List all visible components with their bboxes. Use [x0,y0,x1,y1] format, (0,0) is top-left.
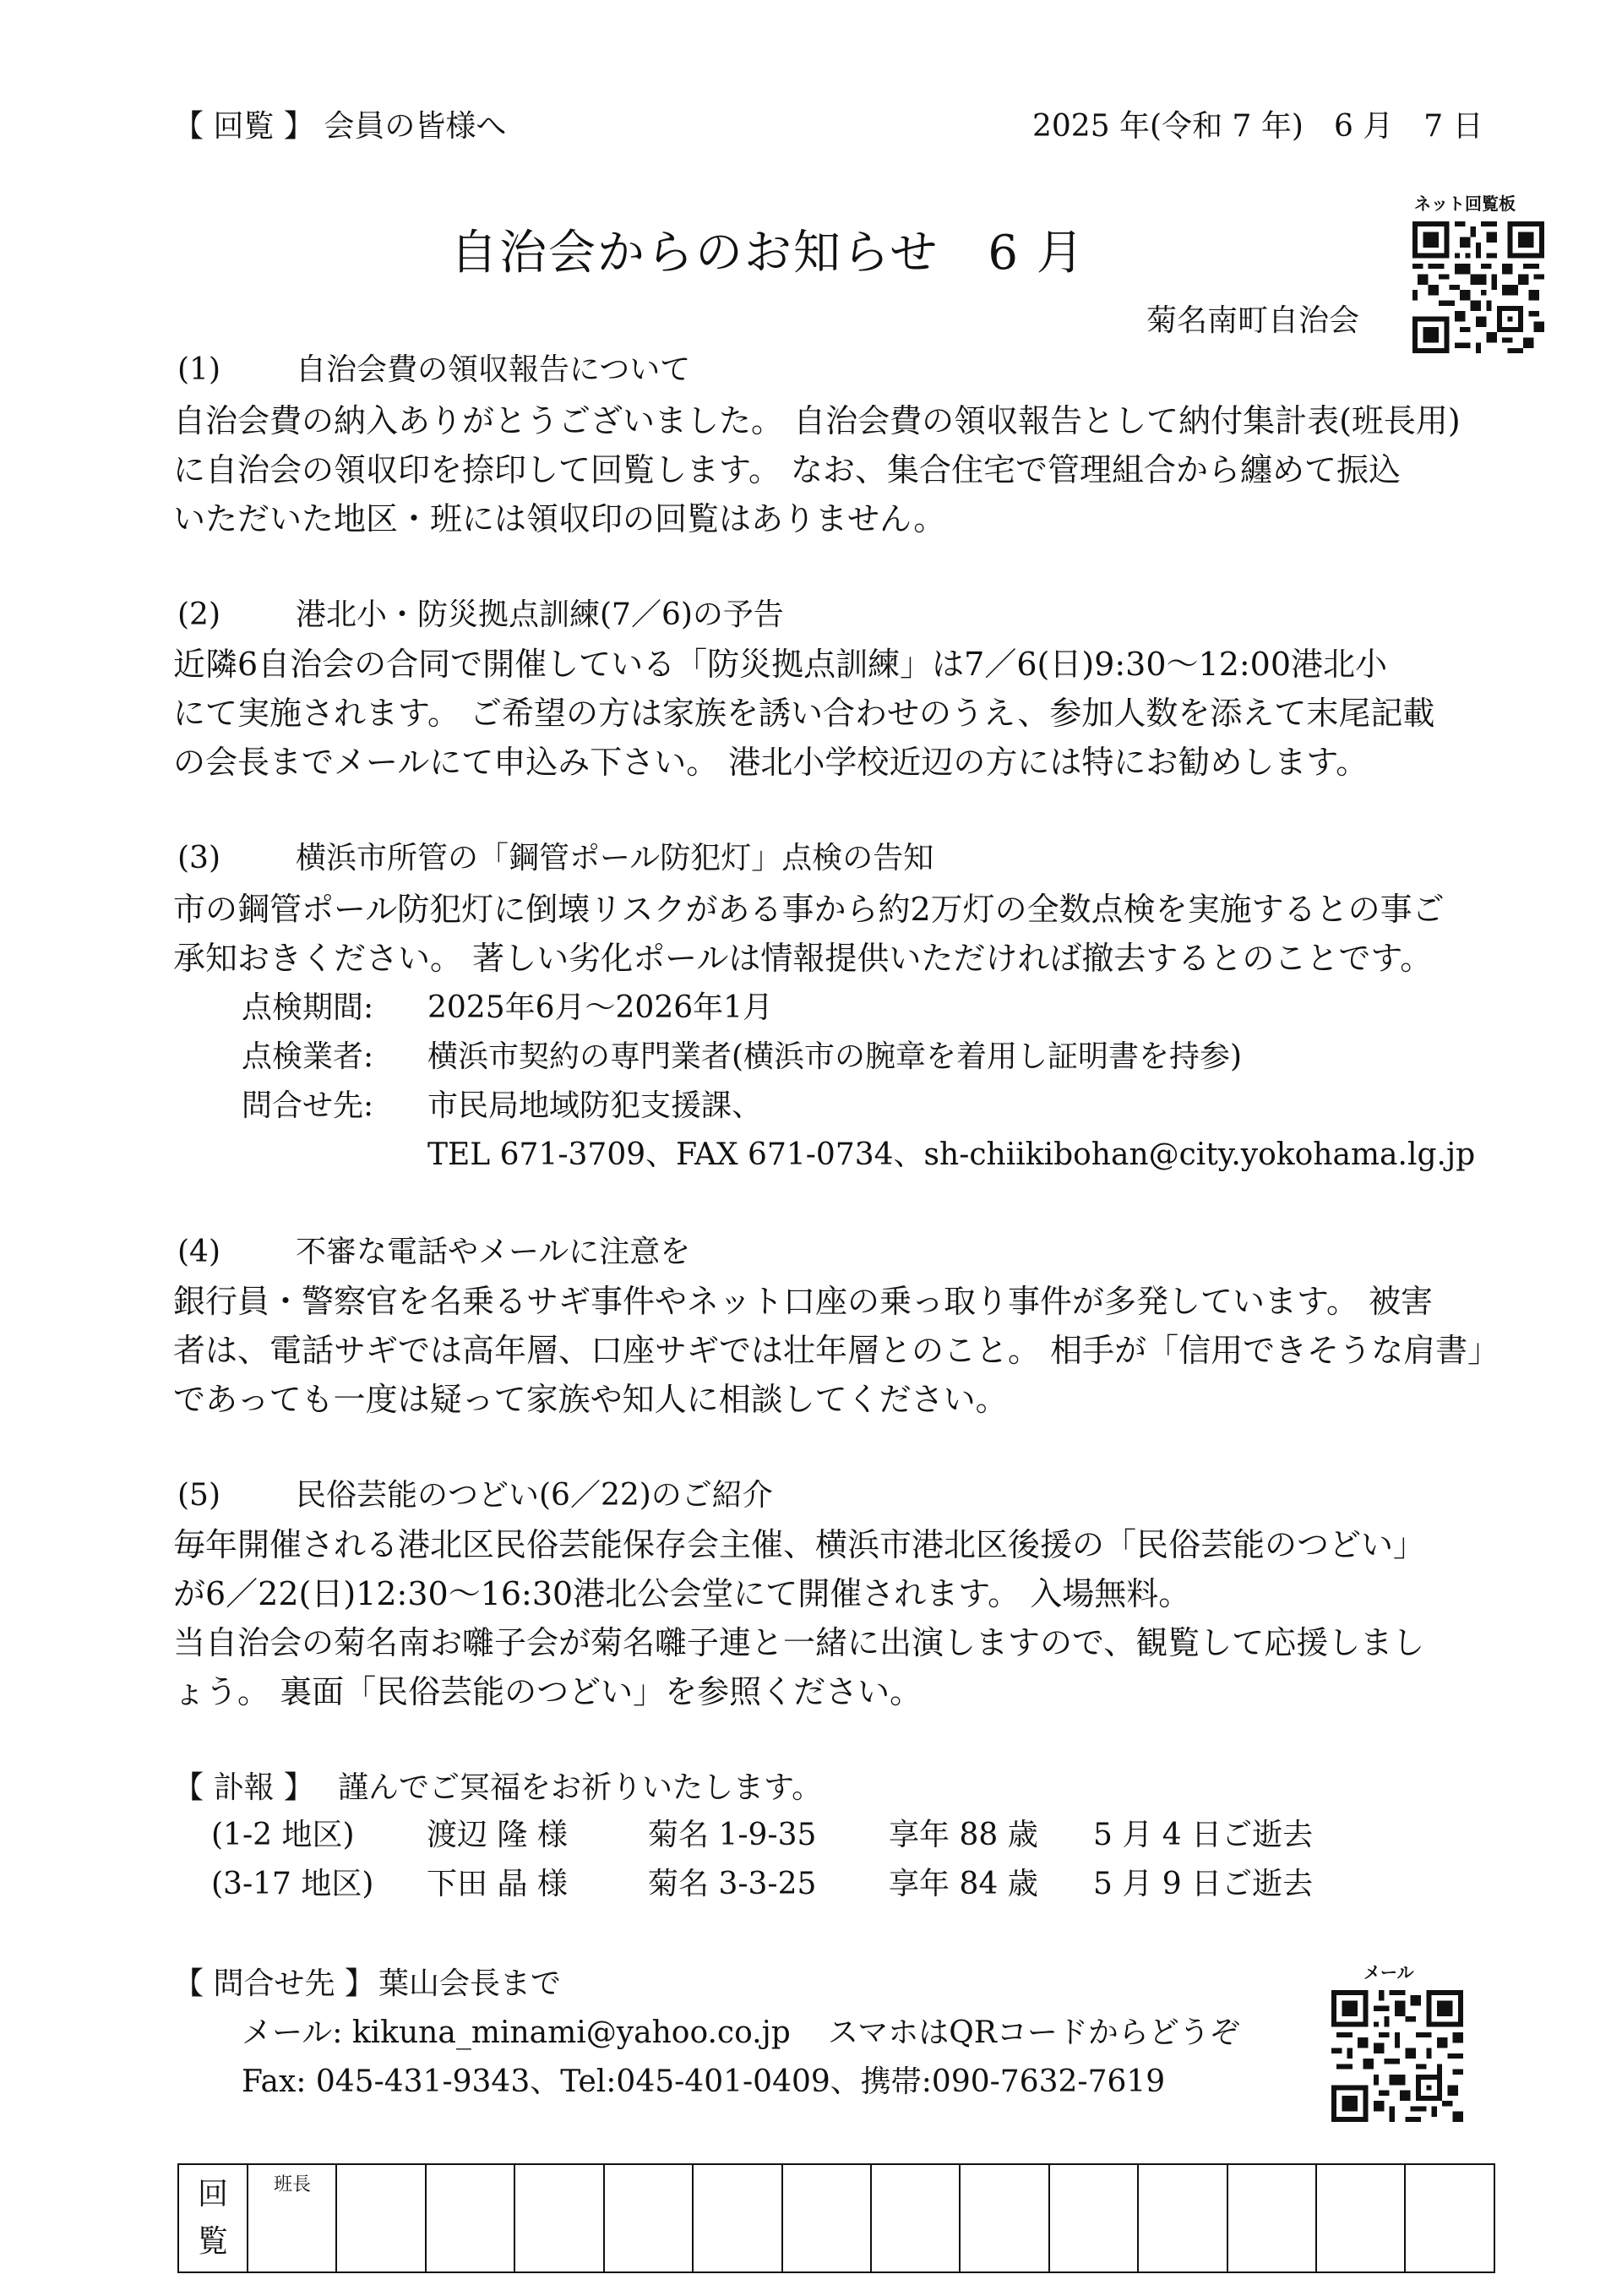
qr-bottom-caption: メール [1363,1962,1414,1982]
obituary-address: 菊名 3-3-25 [648,1867,817,1901]
section-heading [177,597,784,632]
detail-value: 横浜市契約の専門業者(横浜市の腕章を着用し証明書を持参) [427,1039,1243,1074]
page-title: 自治会からのお知らせ 6 月 [450,226,1086,281]
section-title: 横浜市所管の「鋼管ポール防犯灯」点検の告知 [296,841,934,875]
contact-person: 葉山会長まで [378,1966,562,2001]
circulation-table [177,2163,1495,2273]
circulation-box[interactable] [782,2164,871,2272]
section-line: 自治会費の納入ありがとうございました。 自治会費の領収報告として納付集計表(班長用) [173,402,1461,439]
section-line: に自治会の領収印を捺印して回覧します。 なお、集合住宅で管理組合から纏めて振込 [173,451,1402,488]
circulation-box[interactable] [1138,2164,1227,2272]
inspection-contractor-row [242,1039,1243,1074]
circulation-box[interactable] [1049,2164,1138,2272]
inspection-period-row [242,990,774,1025]
section-line: 者は、電話サギでは高年層、口座サギでは壮年層とのこと。 相手が「信用できそうな肩書」 [173,1332,1500,1369]
section-line: 毎年開催される港北区民俗芸能保存会主催、横浜市港北区後援の「民俗芸能のつどい」 [173,1526,1426,1563]
inquiry-contact-row [242,1137,1476,1172]
contact-phone: Fax: 045-431-9343、Tel:045-401-0409、携帯:090-7632-7619 [242,2064,1166,2099]
circulation-box[interactable] [1405,2164,1494,2272]
obituary-age: 享年 84 歳 [889,1867,1038,1901]
section-number: (1) [177,352,220,387]
obituary-name: 下田 晶 様 [427,1867,568,1901]
section-number: (2) [177,597,220,632]
contact-label: 【 問合せ先 】 [173,1966,375,2001]
section-line: であっても一度は疑って家族や知人に相談してください。 [173,1381,1008,1418]
section-line: 市の鋼管ポール防犯灯に倒壊リスクがある事から約2万灯の全数点検を実施するとの事ご [173,891,1445,928]
circulation-box[interactable] [1227,2164,1316,2272]
contact-email[interactable]: メール: kikuna_minami@yahoo.co.jp [242,2015,791,2050]
han-leader-cell[interactable]: 班長 [248,2164,336,2272]
circulation-label-bottom: 覧 [197,2224,228,2259]
obituary-district: (3-17 地区) [211,1867,374,1901]
section-line: いただいた地区・班には領収印の回覧はありません。 [173,500,946,537]
circulation-box[interactable] [1316,2164,1405,2272]
circulation-box[interactable] [871,2164,960,2272]
section-heading [177,843,933,874]
section-number: (5) [177,1478,220,1513]
section-number: (4) [177,1235,220,1269]
obituary-district: (1-2 地区) [211,1818,355,1852]
circulation-box[interactable] [514,2164,603,2272]
section-heading [177,1237,690,1268]
detail-value: 2025年6月～2026年1月 [427,990,774,1025]
section-heading [177,1478,773,1513]
organization-name: 菊名南町自治会 [1146,303,1360,338]
detail-key: 問合せ先: [242,1088,374,1123]
circulation-tag: 【 回覧 】 会員の皆様へ [173,109,507,144]
detail-key: 点検期間: [242,990,374,1025]
section-title: 港北小・防災拠点訓練(7／6)の予告 [296,597,784,632]
obituary-message: 謹んでご冥福をお祈りいたします。 [338,1770,823,1805]
circulation-label-top: 回 [197,2177,228,2211]
circulation-box[interactable] [426,2164,514,2272]
section-number: (3) [177,841,220,875]
circulation-label [178,2164,248,2272]
section-heading [177,352,691,387]
inquiry-row [242,1088,763,1123]
obituary-label: 【 訃報 】 [173,1770,314,1805]
obituary-date: 5 月 4 日ご逝去 [1093,1818,1314,1852]
section-line: にて実施されます。 ご希望の方は家族を誘い合わせのうえ、参加人数を添えて末尾記載 [173,695,1435,732]
section-line: 承知おきください。 著しい劣化ポールは情報提供いただければ撤去するとのことです。 [173,940,1433,977]
qr-top-caption: ネット回覧板 [1414,194,1516,214]
obituary-name: 渡辺 隆 様 [427,1818,568,1852]
circulation-box[interactable] [960,2164,1048,2272]
obituary-date: 5 月 9 日ご逝去 [1093,1867,1314,1901]
section-line: 当自治会の菊名南お囃子会が菊名囃子連と一緒に出演しますので、観覧して応援しまし [173,1624,1425,1661]
section-title: 自治会費の領収報告について [296,352,691,387]
mail-qr-code[interactable] [1331,1990,1463,2122]
net-kairan-qr-code[interactable] [1412,221,1544,353]
detail-value[interactable]: TEL 671-3709、FAX 671-0734、sh-chiikibohan@city.yokohama.lg.jp [427,1137,1476,1172]
section-line: が6／22(日)12:30～16:30港北公会堂にて開催されます。 入場無料。 [173,1575,1191,1612]
section-title: 民俗芸能のつどい(6／22)のご紹介 [296,1478,773,1513]
section-line: ょう。 裏面「民俗芸能のつどい」を参照ください。 [173,1673,923,1710]
issue-date: 2025 年(令和 7 年) 6 月 7 日 [1032,109,1483,144]
detail-key: 点検業者: [242,1039,374,1074]
section-line: 銀行員・警察官を名乗るサギ事件やネット口座の乗っ取り事件が多発しています。 被害 [173,1283,1434,1320]
circulation-box[interactable] [693,2164,781,2272]
section-line: の会長までメールにて申込み下さい。 港北小学校近辺の方には特にお勧めします。 [173,744,1369,781]
section-line: 近隣6自治会の合同で開催している「防災拠点訓練」は7／6(日)9:30～12:00港北小 [173,646,1388,683]
qr-note: スマホはQRコードからどうぞ [828,2015,1240,2050]
section-title: 不審な電話やメールに注意を [296,1235,691,1269]
obituary-age: 享年 88 歳 [889,1818,1038,1852]
obituary-address: 菊名 1-9-35 [648,1818,817,1852]
circulation-box[interactable] [604,2164,693,2272]
detail-value: 市民局地域防犯支援課、 [427,1088,763,1123]
circulation-box[interactable] [336,2164,425,2272]
